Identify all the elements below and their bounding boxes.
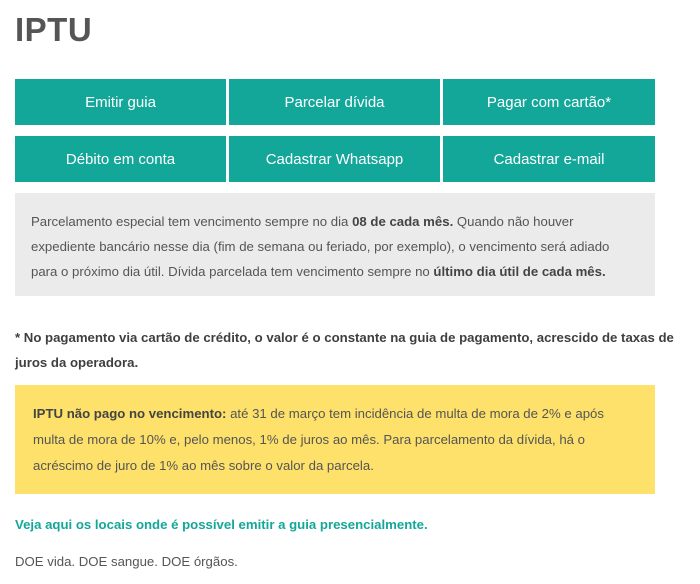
overdue-warning-box — [15, 385, 655, 494]
info-text-part2: Quando não houver expediente bancário nesse dia (fim de semana ou feriado, por exemplo), o vencimento será adiado para o próximo dia útil. Dívida parcelada tem vencimento sempre no — [31, 214, 610, 279]
locations-link[interactable]: Veja aqui os locais onde é possível emitir a guia presencialmente. — [15, 517, 428, 532]
debito-em-conta-button[interactable]: Débito em conta — [15, 136, 226, 182]
cadastrar-email-button[interactable]: Cadastrar e-mail — [443, 136, 655, 182]
installment-info-box — [15, 193, 655, 296]
page-title: IPTU — [15, 11, 93, 48]
donation-slogan: DOE vida. DOE sangue. DOE órgãos. — [15, 554, 238, 569]
action-button-grid — [15, 79, 655, 182]
pagar-com-cartao-button[interactable]: Pagar com cartão* — [443, 79, 655, 125]
info-bold-last-business-day: último dia útil de cada mês. — [433, 264, 606, 279]
warning-bold-label: IPTU não pago no vencimento: — [33, 406, 227, 421]
parcelar-divida-button[interactable]: Parcelar dívida — [229, 79, 440, 125]
info-bold-due-day: 08 de cada mês. — [352, 214, 454, 229]
cadastrar-whatsapp-button[interactable]: Cadastrar Whatsapp — [229, 136, 440, 182]
credit-card-note: * No pagamento via cartão de crédito, o valor é o constante na guia de pagamento, acrescido de taxas de juros da operadora. — [15, 330, 674, 370]
warning-text: até 31 de março tem incidência de multa de mora de 2% e após multa de mora de 10% e, pelo menos, 1% de juros ao mês. Para parcelamento da dívida, há o acréscimo de juro de 1% ao mês sobre o valor da parcela. — [33, 406, 604, 473]
info-text-part1: Parcelamento especial tem vencimento sempre no dia — [31, 214, 353, 229]
emitir-guia-button[interactable]: Emitir guia — [15, 79, 226, 125]
